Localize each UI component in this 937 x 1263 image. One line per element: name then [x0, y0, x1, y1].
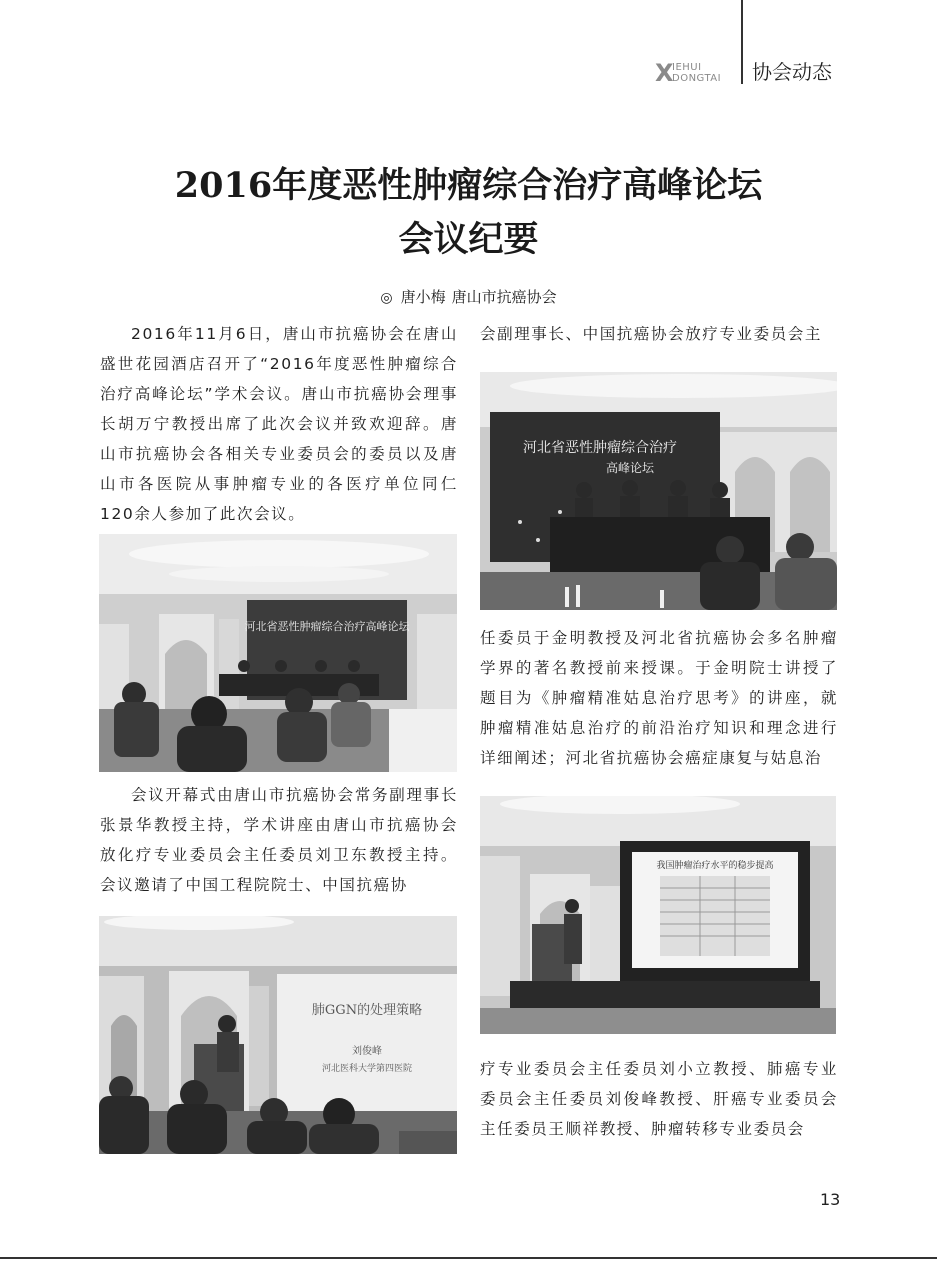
header-vertical-rule: [741, 0, 743, 84]
photo4-slide-title: 我国肿瘤治疗水平的稳步提高: [656, 861, 774, 871]
photo3-speaker: 刘俊峰: [352, 1046, 382, 1057]
photo1-screen-text: 河北省恶性肿瘤综合治疗高峰论坛: [244, 620, 410, 633]
photo3-slide-title: 肺GGN的处理策略: [311, 1003, 423, 1018]
author-name: 唐小梅: [400, 288, 446, 306]
running-head-initial: X: [655, 59, 674, 87]
paragraph-4: 任委员于金明教授及河北省抗癌协会多名肿瘤学界的著名教授前来授课。于金明院士讲授了题目为《肿瘤精准姑息治疗思考》的讲座，就肿瘤精准姑息治疗的前沿治疗知识和理念进行详细阐述；河北省抗癌协会癌症康复与姑息治: [480, 629, 838, 767]
paragraph-2: 会议开幕式由唐山市抗癌协会常务副理事长张景华教授主持，学术讲座由唐山市抗癌协会放化疗专业委员会主任委员刘卫东教授主持。会议邀请了中国工程院院士、中国抗癌协: [100, 786, 458, 894]
photo-speaker-ggn: [99, 916, 457, 1154]
paragraph-3: 会副理事长、中国抗癌协会放疗专业委员会主: [480, 325, 823, 343]
photo-conference-hall: [99, 534, 457, 772]
photo2-screen-text-line2: 高峰论坛: [605, 461, 655, 475]
article-title-line2: 会议纪要: [398, 219, 539, 260]
byline: [0, 286, 937, 309]
running-head-latin: [655, 60, 733, 86]
photo-podium-table: [480, 372, 837, 610]
paragraph-1: 2016年11月6日，唐山市抗癌协会在唐山盛世花园酒店召开了“2016年度恶性肿瘤综合治疗高峰论坛”学术会议。唐山市抗癌协会理事长胡万宁教授出席了此次会议并致欢迎辞。唐山市抗癌协会各相关专业委员会的委员以及唐山市各医院从事肿瘤专业的各医疗单位同仁120余人参加了此次会议。: [100, 325, 458, 523]
bottom-rule: [0, 1257, 937, 1259]
section-title: 协会动态: [752, 60, 832, 84]
article-title-line1: 2016年度恶性肿瘤综合治疗高峰论坛: [174, 165, 763, 206]
byline-mark: ◎: [380, 290, 393, 306]
photo3-hospital: 河北医科大学第四医院: [321, 1064, 413, 1074]
running-head-line1: IEHUI: [672, 62, 702, 73]
author-affiliation: 唐山市抗癌协会: [451, 288, 557, 306]
photo2-screen-text-line1: 河北省恶性肿瘤综合治疗: [523, 440, 677, 456]
page-number: 13: [820, 1190, 841, 1209]
photo-lecture-stage: [480, 796, 836, 1034]
running-head-line2: DONGTAI: [672, 73, 722, 84]
paragraph-5: 疗专业委员会主任委员刘小立教授、肺癌专业委员会主任委员刘俊峰教授、肝癌专业委员会主任委员王顺祥教授、肿瘤转移专业委员会: [480, 1060, 838, 1138]
